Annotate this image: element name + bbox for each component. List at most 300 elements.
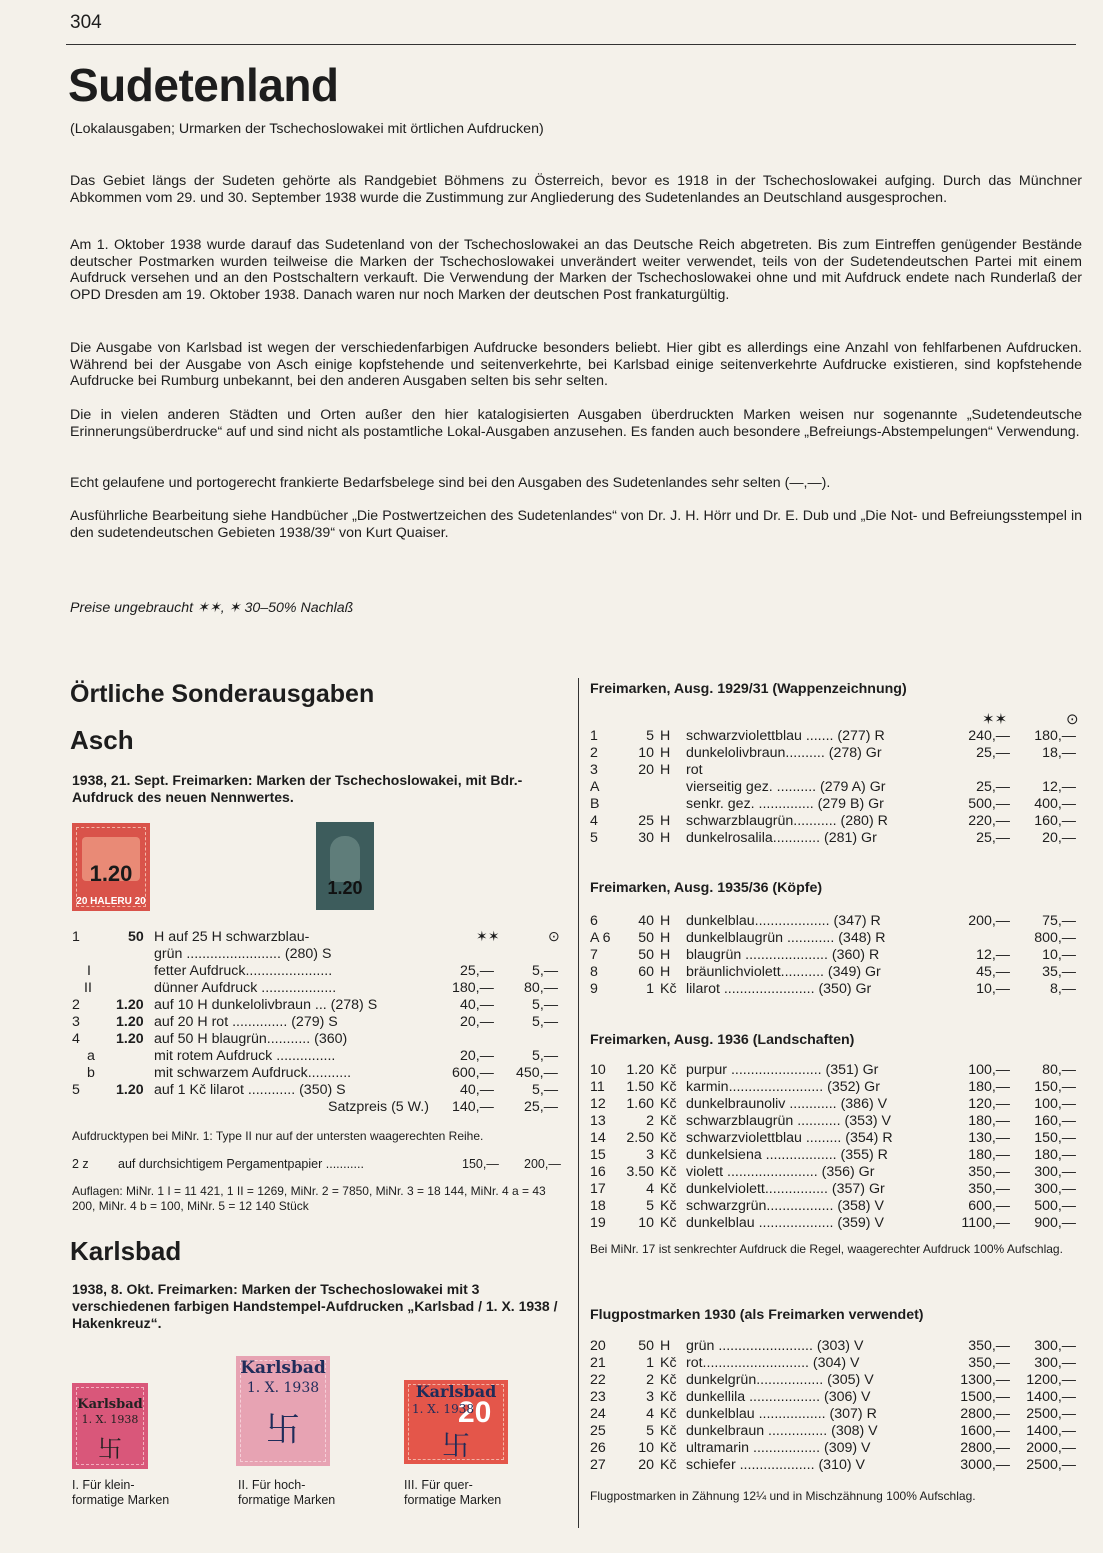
row-nr: 10 [590,1062,606,1078]
row-desc: Satzpreis (5 W.) [328,1099,429,1115]
row-used: 180,— [1034,728,1076,744]
row-value: 5 [646,728,654,744]
intro-paragraph-6: Ausführliche Bearbeitung siehe Handbücher „Die Postwertzeichen des Sudetenlandes“ von Dr. J. H. Hörr und Dr. E. Dub und „Die Not- und Befreiungsstempel in den sudetendeutschen Gebieten 1938/39“ von Kurt Quaiser. [70,508,1082,541]
table-row [590,1062,1080,1079]
row-nr: 1 [72,929,80,945]
row-used: 1200,— [1026,1372,1076,1388]
row-nr: 21 [590,1355,606,1371]
row-currency: H [660,745,671,761]
karlsbad-stamp-3-overprint: Karlsbad [415,1382,497,1401]
table-row [72,1099,572,1116]
table-row [590,1423,1080,1440]
row-currency: Kč [660,1372,677,1388]
row-value: 1.60 [626,1096,654,1112]
table-row [590,964,1080,981]
row-currency: H [660,947,671,963]
row-used: 10,— [1042,947,1076,963]
row-used: 450,— [516,1065,558,1081]
table-row [590,830,1080,847]
row-nr: a [87,1048,95,1064]
intro-paragraph-1: Das Gebiet längs der Sudeten gehörte als Randgebiet Böhmens zu Österreich, bevor es 1918 in der Tschechoslowakei aufging. Durch das Münchner Abkommen vom 29. und 30. September 1938 wurde die Zustimmung zur Angliederung des Sudetenlandes an Deutschland ausgesprochen. [70,173,1082,206]
karlsbad-caption-2: II. Für hoch- formatige Marken [238,1478,336,1507]
row-mint: 350,— [968,1338,1010,1354]
karlsbad-stamp-2-date: 1. X. 1938 [246,1380,320,1396]
table-row [590,1113,1080,1130]
row-value: 5 [646,1198,654,1214]
row-mint: 500,— [968,796,1010,812]
table-row [590,1215,1080,1232]
row-currency: H [660,830,671,846]
row-mint: 180,— [968,1079,1010,1095]
intro-paragraph-2: Am 1. Oktober 1938 wurde darauf das Sudetenland von der Tschechoslowakei an das Deutsche Reich abgetreten. Bis zum Eintreffen genügender Bestände deutscher Postmarken wurden teilweise die Marken der Tschechoslowakei unverändert weiter verwendet, teils von der Sudetendeutschen Partei mit einem Aufdruck versehen und an den Postschaltern verkauft. Die Verwendung der Marken der Tschechoslowakei ohne und mit Aufdruck endete nach Runderlaß der OPD Dresden am 19. Oktober 1938. Danach waren nur noch Marken der deutschen Post frankaturgültig. [70,237,1082,303]
intro-paragraph-4: Die in vielen anderen Städten und Orten außer den hier katalogisierten Ausgaben überdruckten Marken weisen nur sogenannte „Sudetendeutsche Erinnerungsüberdrucke“ auf und sind nicht als postamtliche Lokal-Ausgaben anzusehen. Es fanden auch besondere „Befreiungs-Abstempelungen“ Verwendung. [70,407,1082,440]
row-nr: 26 [590,1440,606,1456]
row-value: 1.50 [626,1079,654,1095]
row-desc: karmin........................ (352) Gr [686,1079,880,1095]
row-nr: 15 [590,1147,606,1163]
row-mint: 200,— [968,913,1010,929]
table-row [72,980,572,997]
row-desc: dunkelbraunoliv ............ (386) V [686,1096,888,1112]
row-nr: 9 [590,981,598,997]
row-desc: dünner Aufdruck ................... [154,980,337,996]
table-row [590,1198,1080,1215]
row-used: 2500,— [1026,1457,1076,1473]
karlsbad-caption-1: I. Für klein- formatige Marken [72,1478,170,1507]
row-value: 20 [638,762,654,778]
row-nr: 4 [590,813,598,829]
row-used: 5,— [532,1014,559,1030]
table-row [590,1338,1080,1355]
row-nr: 19 [590,1215,606,1231]
row-nr: 3 [590,762,598,778]
row-mint: 20,— [460,1048,494,1064]
row-desc: auf 1 Kč lilarot ............ (350) S [154,1082,346,1098]
row-desc: auf durchsichtigem Pergamentpapier ........... [118,1157,364,1171]
table-row [590,1130,1080,1147]
asch-stamp-1-value: 20 HALERU 20 [76,896,146,907]
row-value: 2.50 [626,1130,654,1146]
row-currency: H [660,913,671,929]
row-nr: 2 z [72,1157,89,1171]
row-currency: Kč [660,1406,677,1422]
row-desc: mit rotem Aufdruck ............... [154,1048,336,1064]
row-desc: schwarzblaugrün ........... (353) V [686,1113,892,1129]
swastika-icon: 卐 [266,1411,300,1449]
row-used: 80,— [524,980,558,996]
row-value: 3 [646,1389,654,1405]
row-used: 5,— [532,997,559,1013]
karlsbad-stamp-2-overprint: Karlsbad [240,1358,326,1378]
row-value: 1.20 [116,1031,144,1047]
asch-table [72,929,572,1116]
row-value: 1 [646,1355,654,1371]
header-rule [66,44,1076,45]
table-row [72,1065,572,1082]
section-title-1929: Freimarken, Ausg. 1929/31 (Wappenzeichnung) [590,681,907,697]
row-mint: 120,— [968,1096,1010,1112]
row-nr: 7 [590,947,598,963]
row-mint: 180,— [452,980,494,996]
row-desc: dunkelolivbraun.......... (278) Gr [686,745,882,761]
row-nr: 8 [590,964,598,980]
table-row [590,930,1080,947]
row-mint: 10,— [976,981,1010,997]
table-row [590,981,1080,998]
row-used: 100,— [1034,1096,1076,1112]
row-desc: purpur ....................... (351) Gr [686,1062,879,1078]
row-nr: 13 [590,1113,606,1129]
row-desc: dunkelrosalila............ (281) Gr [686,830,877,846]
row-currency: Kč [660,981,677,997]
row-used: 150,— [1034,1130,1076,1146]
row-desc: grün ........................ (280) S [154,946,332,962]
issue-asch: 1938, 21. Sept. Freimarken: Marken der Tschechoslowakei, mit Bdr.-Aufdruck des neuen Nennwertes. [72,772,523,805]
table-row [590,728,1080,745]
row-mint: 220,— [968,813,1010,829]
row-currency: H [660,930,671,946]
table-row [72,1031,572,1048]
row-mint: 1600,— [960,1423,1010,1439]
row-desc: dunkelblau................... (347) R [686,913,881,929]
row-currency: Kč [660,1198,677,1214]
row-desc: dunkelviolett................ (357) Gr [686,1181,885,1197]
row-mint: 1300,— [960,1372,1010,1388]
table-row [590,1355,1080,1372]
row-currency: H [660,762,671,778]
table-row [72,1014,572,1031]
karlsbad-stamp-3-date: 1. X. 1938 [412,1402,474,1416]
row-desc: ultramarin ................. (309) V [686,1440,871,1456]
row-desc: rot........................... (304) V [686,1355,860,1371]
row-currency: H [660,964,671,980]
section-title-1935: Freimarken, Ausg. 1935/36 (Köpfe) [590,880,823,896]
row-used: 8,— [1049,981,1076,997]
table-header-row [590,711,1080,728]
row-desc: dunkelsiena .................. (355) R [686,1147,888,1163]
row-desc: dunkelbraun ............... (308) V [686,1423,878,1439]
row-mint: 2800,— [960,1406,1010,1422]
row-used: 300,— [1034,1164,1076,1180]
row-used: 12,— [1042,779,1076,795]
karlsbad-stamp-1-overprint: Karlsbad [77,1397,143,1412]
row-value: 4 [646,1181,654,1197]
row-mint: 100,— [968,1062,1010,1078]
row-value: 5 [646,1423,654,1439]
row-used: 150,— [1034,1079,1076,1095]
table-row [590,762,1080,779]
section-title-1936: Freimarken, Ausg. 1936 (Landschaften) [590,1032,855,1048]
table-row [590,1181,1080,1198]
row-currency: Kč [660,1423,677,1439]
swastika-icon: 卐 [98,1436,122,1463]
row-nr: 11 [590,1079,605,1095]
row-nr: II [84,980,92,996]
row-used: 900,— [1034,1215,1076,1231]
asch-2z-table [72,1156,572,1173]
row-nr: 6 [590,913,598,929]
row-nr: 22 [590,1372,606,1388]
table-row [590,1440,1080,1457]
row-nr: 4 [72,1031,80,1047]
section-title-flugpost: Flugpostmarken 1930 (als Freimarken verwendet) [590,1307,924,1323]
row-value: 10 [638,1440,654,1456]
table-row [72,946,572,963]
row-currency: Kč [660,1079,677,1095]
row-currency: Kč [660,1164,677,1180]
row-mint: 130,— [968,1130,1010,1146]
row-desc: schiefer ................... (310) V [686,1457,865,1473]
row-nr: 12 [590,1096,606,1112]
row-mint: 1500,— [960,1389,1010,1405]
row-mint: 20,— [460,1014,494,1030]
heading-asch: Asch [70,725,134,755]
table-row [590,813,1080,830]
row-mint: 25,— [976,830,1010,846]
page-title: Sudetenland [68,59,339,111]
row-desc: schwarzblaugrün........... (280) R [686,813,888,829]
row-currency: H [660,728,671,744]
row-desc: dunkelblau ................... (359) V [686,1215,884,1231]
row-mint: 3000,— [960,1457,1010,1473]
asch-stamp-2-overprint: 1.20 [327,878,363,898]
issue-karlsbad: 1938, 8. Okt. Freimarken: Marken der Tschechoslowakei mit 3 verschiedenen farbigen Handstempel-Aufdrucken „Karlsbad / 1. X. 1938 / Hakenkreuz“. [72,1281,558,1331]
row-mint: 350,— [968,1164,1010,1180]
asch-note-types: Aufdrucktypen bei MiNr. 1: Type II nur auf der untersten waagerechten Reihe. [72,1129,484,1143]
row-nr: 27 [590,1457,606,1473]
row-desc: dunkelblau ................. (307) R [686,1406,877,1422]
row-desc: H auf 25 H schwarzblau- [154,929,310,945]
row-mint: 25,— [460,963,494,979]
row-value: 60 [638,964,654,980]
row-used: 200,— [524,1157,561,1171]
row-value: 50 [638,930,654,946]
row-used: 25,— [524,1099,558,1115]
column-divider [578,678,579,1528]
row-mint: 150,— [462,1157,499,1171]
row-value: 2 [646,1372,654,1388]
karlsbad-stamp-image-3 [404,1380,508,1464]
row-desc: bräunlichviolett........... (349) Gr [686,964,881,980]
row-used: 5,— [532,963,559,979]
row-used: 80,— [1042,1062,1076,1078]
asch-stamp-1-overprint: 1.20 [89,861,133,886]
table-row [590,1457,1080,1474]
karlsbad-stamp-image-1 [72,1383,148,1469]
row-mint: 350,— [968,1355,1010,1371]
row-desc: violett ....................... (356) Gr [686,1164,875,1180]
row-value: 50 [128,929,144,945]
row-used: 160,— [1034,813,1076,829]
row-nr: I [87,963,91,979]
row-value: 1.20 [626,1062,654,1078]
row-used: 1400,— [1026,1389,1076,1405]
intro-paragraph-3: Die Ausgabe von Karlsbad ist wegen der verschiedenfarbigen Aufdrucke besonders beliebt. Hier gibt es allerdings eine Anzahl von fehlfarbenen Aufdrucken. Während bei der Ausgabe von Asch einige kopfstehende und seitenverkehrte, bei Karlsbad einige seitenverkehrte Aufdrucke existieren, sind kopfstehende Aufdrucke bei Rumburg unbekannt, bei den anderen Ausgaben selten bis sehr selten. [70,340,1082,390]
table-row [590,796,1080,813]
table-row [72,929,572,946]
row-nr: 16 [590,1164,606,1180]
row-used: 400,— [1034,796,1076,812]
row-nr: 20 [590,1338,606,1354]
row-currency: Kč [660,1389,677,1405]
prices-note: Preise ungebraucht ✶✶, ✶ 30–50% Nachlaß [70,600,354,616]
row-desc: lilarot ....................... (350) Gr [686,981,872,997]
row-nr: 23 [590,1389,606,1405]
section-heading-oertliche: Örtliche Sonderausgaben [70,680,375,708]
table-row [590,779,1080,796]
karlsbad-stamp-image-2 [236,1356,330,1466]
col-mint-symbol: ✶✶ [476,929,500,945]
row-desc: dunkellila .................. (306) V [686,1389,871,1405]
table-1929 [590,711,1080,847]
table-row [590,1164,1080,1181]
row-mint: 350,— [968,1181,1010,1197]
row-desc: senkr. gez. .............. (279 B) Gr [686,796,884,812]
row-mint: 25,— [976,745,1010,761]
row-nr: b [87,1065,95,1081]
row-used: 2500,— [1026,1406,1076,1422]
heading-karlsbad: Karlsbad [70,1236,182,1266]
table-1935 [590,913,1080,998]
row-used: 18,— [1042,745,1076,761]
row-nr: 17 [590,1181,606,1197]
row-currency: Kč [660,1355,677,1371]
row-desc: vierseitig gez. .......... (279 A) Gr [686,779,886,795]
row-mint: 600,— [452,1065,494,1081]
row-value: 10 [638,1215,654,1231]
row-mint: 25,— [976,779,1010,795]
col-mint-symbol: ✶✶ [982,711,1008,728]
row-value: 3 [646,1147,654,1163]
row-currency: Kč [660,1130,677,1146]
row-nr: A 6 [590,930,611,946]
table-row [72,1156,572,1173]
row-value: 4 [646,1406,654,1422]
table-row [72,963,572,980]
row-currency: Kč [660,1440,677,1456]
table-row [590,1406,1080,1423]
row-desc: schwarzviolettblau ......... (354) R [686,1130,893,1146]
row-used: 300,— [1034,1181,1076,1197]
asch-stamp-image-1 [72,823,150,911]
row-value: 1.20 [116,1014,144,1030]
table-row [72,1048,572,1065]
row-desc: dunkelblaugrün ............ (348) R [686,930,886,946]
row-nr: 3 [72,1014,80,1030]
row-nr: B [590,796,600,812]
row-mint: 180,— [968,1147,1010,1163]
row-currency: Kč [660,1181,677,1197]
row-mint: 2800,— [960,1440,1010,1456]
table-row [590,745,1080,762]
row-currency: Kč [660,1457,677,1473]
row-desc: schwarzviolettblau ....... (277) R [686,728,885,744]
row-desc: dunkelgrün................. (305) V [686,1372,874,1388]
row-used: 300,— [1034,1355,1076,1371]
row-mint: 40,— [460,1082,494,1098]
row-currency: Kč [660,1147,677,1163]
asch-stamp-image-2 [316,822,374,910]
table-row [590,1147,1080,1164]
row-value: 3.50 [626,1164,654,1180]
row-value: 30 [638,830,654,846]
row-desc: blaugrün ..................... (360) R [686,947,880,963]
row-currency: Kč [660,1215,677,1231]
asch-note-auflagen: Auflagen: MiNr. 1 I = 11 421, 1 II = 1269, MiNr. 2 = 7850, MiNr. 3 = 18 144, MiNr. 4 a = 43 200, MiNr. 4 b = 100, MiNr. 5 = 12 140 Stück [72,1184,546,1213]
row-used: 75,— [1042,913,1076,929]
row-mint: 140,— [452,1099,494,1115]
row-used: 800,— [1034,930,1076,946]
table-1936 [590,1062,1080,1232]
row-desc: schwarzgrün................. (358) V [686,1198,884,1214]
row-nr: 25 [590,1423,606,1439]
row-nr: A [590,779,600,795]
subtitle: (Lokalausgaben; Urmarken der Tschechoslowakei mit örtlichen Aufdrucken) [70,121,544,137]
row-used: 180,— [1034,1147,1076,1163]
row-used: 160,— [1034,1113,1076,1129]
col-used-symbol: ⊙ [548,929,560,945]
row-used: 5,— [532,1048,559,1064]
swastika-icon: 卐 [441,1430,470,1461]
row-mint: 45,— [976,964,1010,980]
row-desc: grün ........................ (303) V [686,1338,864,1354]
row-value: 1.20 [116,997,144,1013]
row-used: 2000,— [1026,1440,1076,1456]
row-mint: 240,— [968,728,1010,744]
row-value: 20 [638,1457,654,1473]
row-nr: 2 [72,997,80,1013]
karlsbad-caption-3: III. Für quer- formatige Marken [404,1478,502,1507]
table-row [590,947,1080,964]
row-nr: 1 [590,728,598,744]
table-row [590,1372,1080,1389]
row-desc: rot [686,762,703,778]
table-row [590,1079,1080,1096]
intro-paragraph-5: Echt gelaufene und portogerecht frankierte Bedarfsbelege sind bei den Ausgaben des Sudetenlandes sehr selten (—,—). [70,475,831,491]
row-used: 500,— [1034,1198,1076,1214]
row-mint: 180,— [968,1113,1010,1129]
table-row [72,1082,572,1099]
row-used: 5,— [532,1082,559,1098]
row-nr: 5 [72,1082,80,1098]
row-nr: 24 [590,1406,606,1422]
note-flugpost: Flugpostmarken in Zähnung 12¼ und in Mischzähnung 100% Aufschlag. [590,1489,976,1503]
table-row [72,997,572,1014]
row-desc: auf 20 H rot .............. (279) S [154,1014,338,1030]
row-value: 1.20 [116,1082,144,1098]
row-value: 50 [638,1338,654,1354]
row-desc: auf 50 H blaugrün........... (360) [154,1031,348,1047]
row-currency: Kč [660,1096,677,1112]
row-currency: Kč [660,1113,677,1129]
page-number: 304 [70,12,102,33]
row-mint: 600,— [968,1198,1010,1214]
row-nr: 5 [590,830,598,846]
col-used-symbol: ⊙ [1066,711,1079,728]
table-row [590,1389,1080,1406]
table-row [590,913,1080,930]
row-used: 20,— [1042,830,1076,846]
karlsbad-stamp-3-value: 20 [458,1396,492,1429]
table-row [590,1096,1080,1113]
row-used: 1400,— [1026,1423,1076,1439]
row-desc: mit schwarzem Aufdruck........... [154,1065,352,1081]
row-nr: 18 [590,1198,606,1214]
row-mint: 40,— [460,997,494,1013]
karlsbad-stamp-1-date: 1. X. 1938 [81,1413,139,1426]
row-desc: auf 10 H dunkelolivbraun ... (278) S [154,997,378,1013]
row-value: 10 [638,745,654,761]
